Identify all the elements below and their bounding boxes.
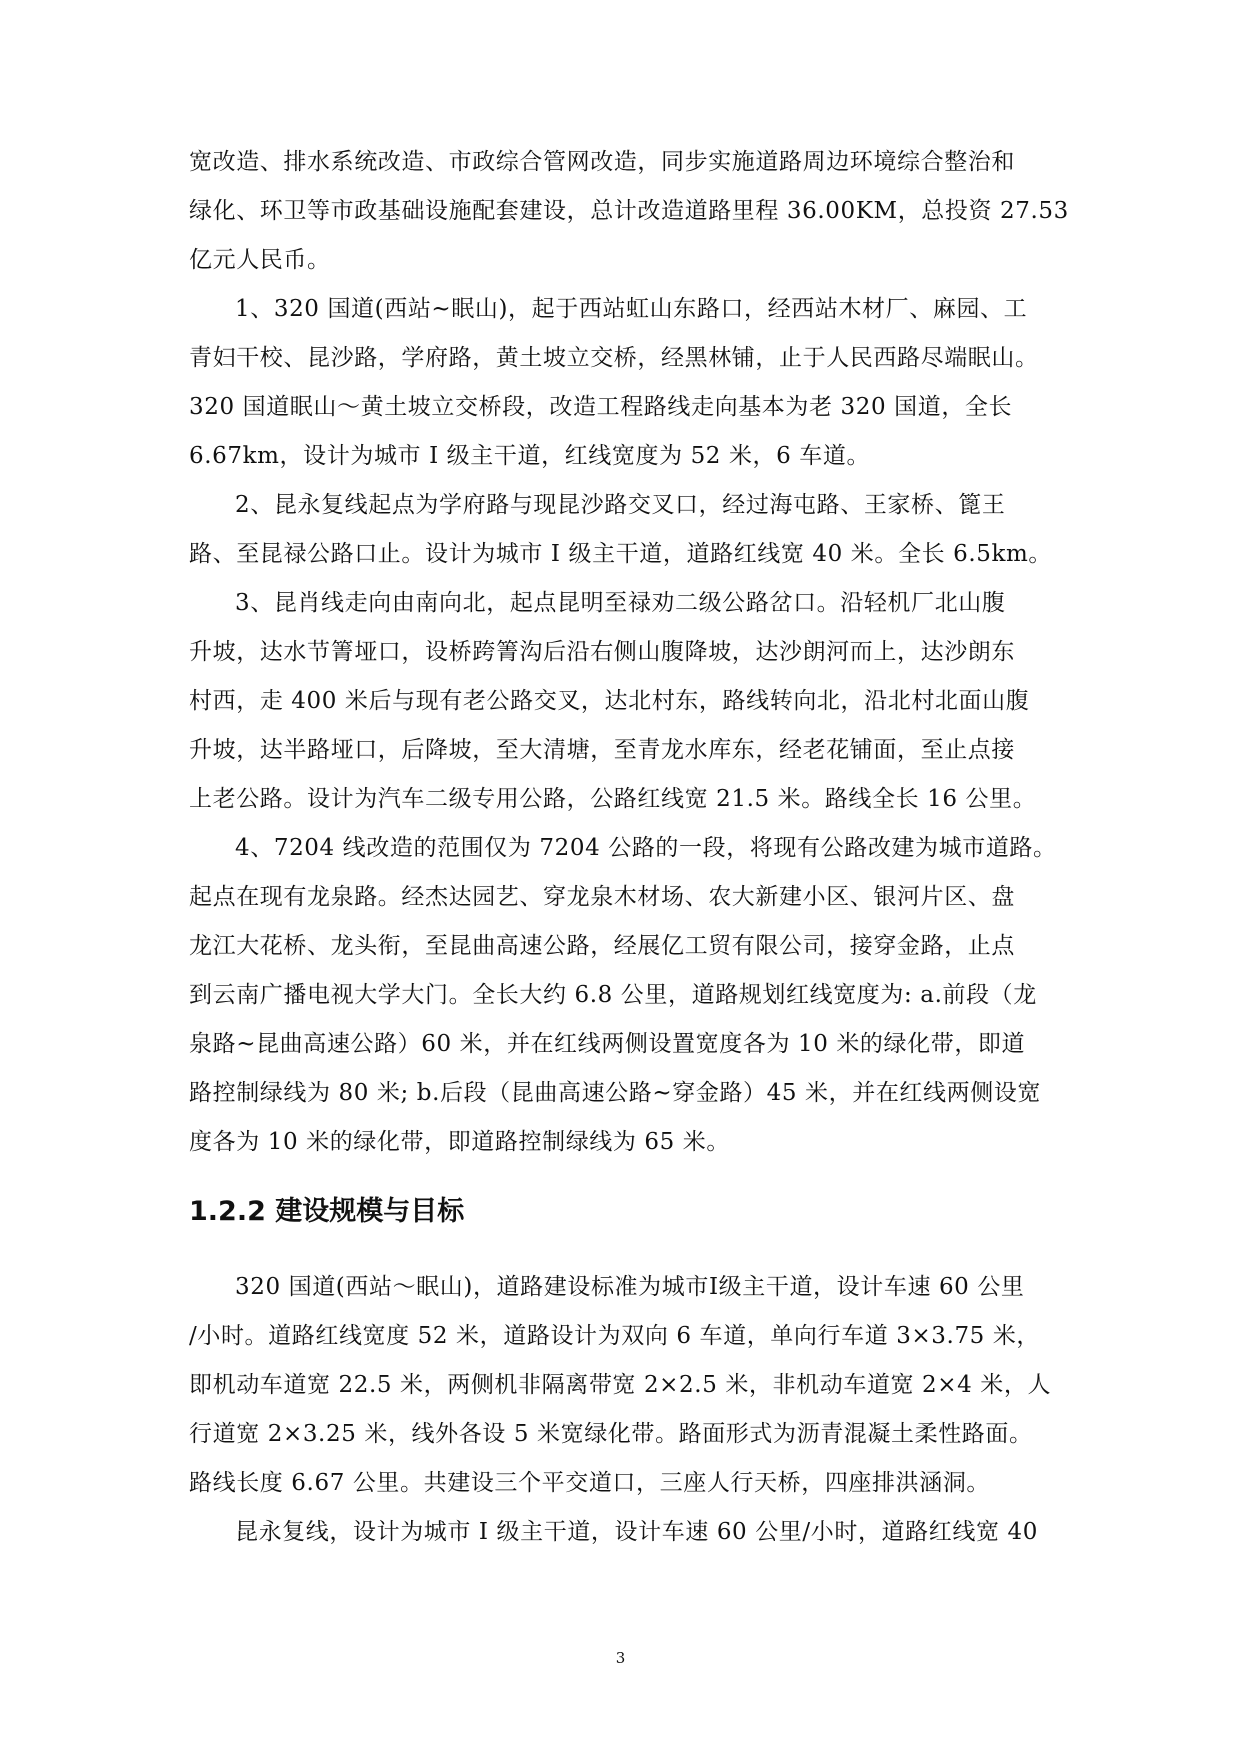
text-line: 路、至昆禄公路口止。设计为城市 I 级主干道，道路红线宽 40 米。全长 6.5km。 <box>189 541 1053 567</box>
text-line: 1、320 国道(西站~眠山)，起于西站虹山东路口，经西站木材厂、麻园、工 <box>235 296 1028 322</box>
text-line: 4、7204 线改造的范围仅为 7204 公路的一段，将现有公路改建为城市道路。 <box>235 835 1057 861</box>
text-line: 2、昆永复线起点为学府路与现昆沙路交叉口，经过海屯路、王家桥、篦王 <box>235 492 1006 518</box>
text-line: 青妇干校、昆沙路，学府路，黄土坡立交桥，经黑林铺，止于人民西路尽端眠山。 <box>189 345 1039 371</box>
scale-paragraph-2 <box>189 1508 1054 1557</box>
text-line: 6.67km，设计为城市 I 级主干道，红线宽度为 52 米，6 车道。 <box>189 443 871 469</box>
text-line: 绿化、环卫等市政基础设施配套建设，总计改造道路里程 36.00KM，总投资 27.53 <box>189 198 1069 224</box>
text-line: 路控制绿线为 80 米; b.后段（昆曲高速公路~穿金路）45 米，并在红线两侧设宽 <box>189 1080 1042 1106</box>
text-line: 行道宽 2×3.25 米，线外各设 5 米宽绿化带。路面形式为沥青混凝土柔性路面。 <box>189 1421 1033 1447</box>
route-item-4 <box>189 824 1057 1167</box>
route-item-2 <box>189 481 1054 579</box>
text-line: 320 国道(西站～眠山)，道路建设标准为城市Ⅰ级主干道，设计车速 60 公里 <box>235 1274 1025 1300</box>
text-line: 泉路~昆曲高速公路）60 米，并在红线两侧设置宽度各为 10 米的绿化带，即道 <box>189 1031 1026 1057</box>
text-line: 3、昆肖线走向由南向北，起点昆明至禄劝二级公路岔口。沿轻机厂北山腹 <box>235 590 1006 616</box>
text-line: 起点在现有龙泉路。经杰达园艺、穿龙泉木材场、农大新建小区、银河片区、盘 <box>189 884 1015 910</box>
text-line: 宽改造、排水系统改造、市政综合管网改造，同步实施道路周边环境综合整治和 <box>189 149 1015 175</box>
text-line: 即机动车道宽 22.5 米，两侧机非隔离带宽 2×2.5 米，非机动车道宽 2×4 米，人 <box>189 1372 1052 1398</box>
route-item-1 <box>189 285 1054 481</box>
text-line: 上老公路。设计为汽车二级专用公路，公路红线宽 21.5 米。路线全长 16 公里。 <box>189 786 1037 812</box>
intro-continued-paragraph <box>189 138 1069 285</box>
section-spacer <box>189 1229 1054 1263</box>
text-line: 到云南广播电视大学大门。全长大约 6.8 公里，道路规划红线宽度为: a.前段（龙 <box>189 982 1037 1008</box>
page-content <box>189 138 1069 1557</box>
text-line: 路线长度 6.67 公里。共建设三个平交道口，三座人行天桥，四座排洪涵洞。 <box>189 1470 991 1496</box>
text-line: 升坡，达水节箐垭口，设桥跨箐沟后沿右侧山腹降坡，达沙朗河而上，达沙朗东 <box>189 639 1015 665</box>
section-spacer <box>189 1167 1054 1195</box>
text-line: /小时。道路红线宽度 52 米，道路设计为双向 6 车道，单向行车道 3×3.75 米， <box>189 1323 1041 1349</box>
text-line: 度各为 10 米的绿化带，即道路控制绿线为 65 米。 <box>189 1129 730 1155</box>
text-line: 村西，走 400 米后与现有老公路交叉，达北村东，路线转向北，沿北村北面山腹 <box>189 688 1030 714</box>
text-line: 320 国道眠山～黄土坡立交桥段，改造工程路线走向基本为老 320 国道，全长 <box>189 394 1013 420</box>
route-item-3 <box>189 579 1054 824</box>
page-number: 3 <box>615 1649 626 1667</box>
text-line: 升坡，达半路垭口，后降坡，至大清塘，至青龙水库东，经老花铺面，至止点接 <box>189 737 1015 763</box>
text-line: 龙江大花桥、龙头衔，至昆曲高速公路，经展亿工贸有限公司，接穿金路，止点 <box>189 933 1015 959</box>
section-heading: 1.2.2 建设规模与目标 <box>189 1196 465 1227</box>
scale-paragraph-1 <box>189 1263 1054 1508</box>
text-line: 亿元人民币。 <box>189 247 331 273</box>
text-line: 昆永复线，设计为城市 I 级主干道，设计车速 60 公里/小时，道路红线宽 40 <box>235 1519 1038 1545</box>
